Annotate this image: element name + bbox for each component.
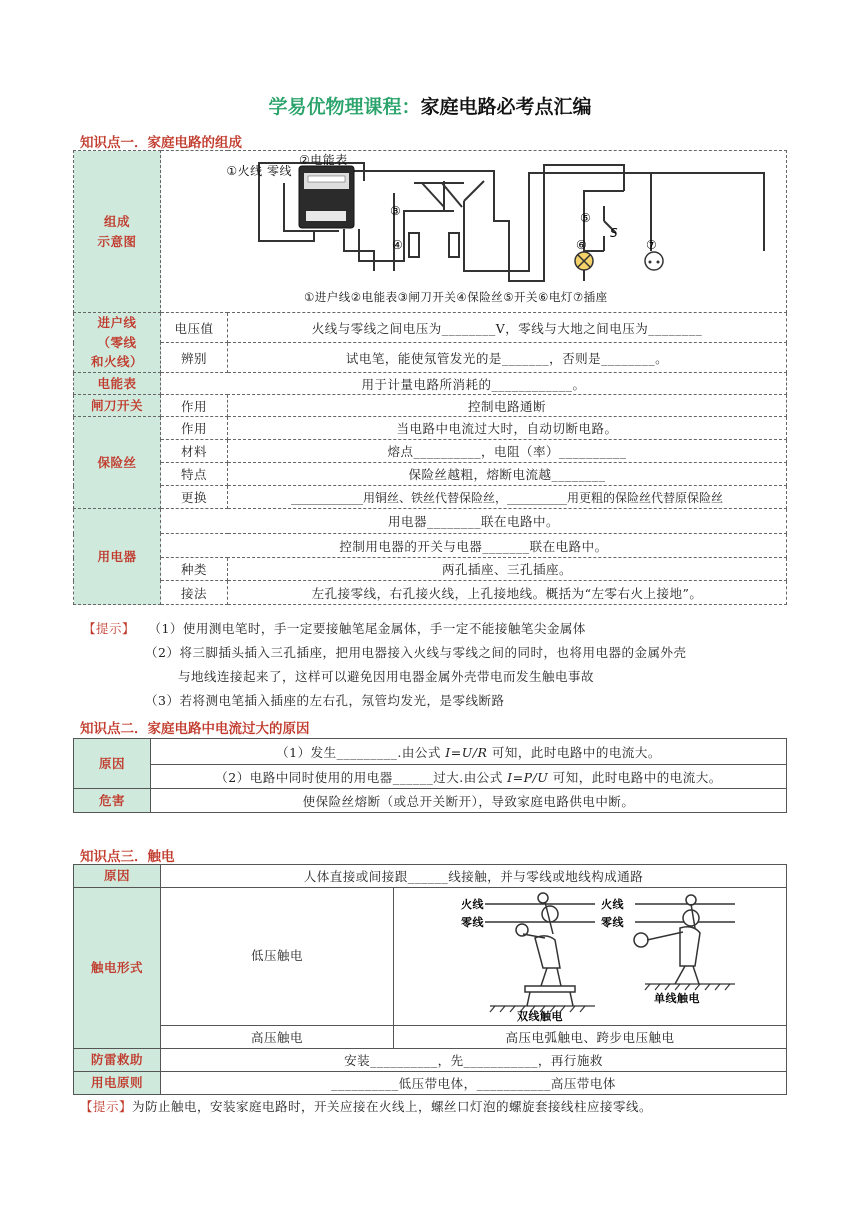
harm-text: 使保险丝熔断（或总开关断开），导致家庭电路供电中断。 [151,789,787,813]
app-r3-label: 种类 [161,558,228,581]
tip3-label: 【提示】 [80,1099,133,1114]
fig-live-left: 火线 [461,898,484,911]
tip1-text: （1）使用测电笔时，手一定要接触笔尾金属体，手一定不能接触笔尖金属体 [148,621,586,636]
label-3: ③ [389,204,401,218]
fig-live-right: 火线 [601,898,624,911]
title-brand: 学易优物理课程： [268,96,421,118]
switch-header: 闸刀开关 [74,395,161,417]
fig-single-caption: 单线触电 [654,992,700,1005]
tip1-line4: （3）若将测电笔插入插座的左右孔，氖管均发光，是零线断路 [145,693,505,708]
lamp-icon [575,252,593,279]
fuse-r2-text: 熔点__________，电阻（率）__________ [228,440,787,463]
fuse-r4-text: ____________用铜丝、铁丝代替保险丝，__________用更粗的保险丝代替原保险丝 [228,486,787,509]
overcurrent-table [73,738,787,813]
label-live-neutral: ①火线 零线 [225,164,292,178]
label-7: ⑦ [645,238,657,252]
fuse-r1-text: 当电路中电流过大时，自动切断电路。 [228,417,787,440]
app-r4-label: 接法 [161,581,228,605]
fuse-r1-label: 作用 [161,417,228,440]
incoming-line-header: 进户线 （零线 和火线） [74,313,161,373]
app-r2-text: 控制用电器的开关与电器_______联在电路中。 [161,534,787,558]
tip3-text: 为防止触电，安装家庭电路时，开关应接在火线上，螺丝口灯泡的螺旋套接线柱应接零线。 [132,1099,653,1114]
meter-text: 用于计量电路所消耗的____________。 [161,373,787,395]
tip1-label: 【提示】 [83,621,136,636]
switch-label: 作用 [161,395,228,417]
electric-shock-table [73,864,787,1095]
tip3 [80,1098,652,1116]
identify-text: 试电笔，能使氖管发光的是_______，否则是________。 [228,343,787,373]
section1-heading: 知识点一．家庭电路的组成 [80,135,242,151]
high-voltage-text: 高压电弧触电、跨步电压触电 [394,1026,787,1049]
single-line-figure [634,895,700,984]
socket-icon [645,173,663,270]
lightning-header: 防雷救助 [74,1049,161,1072]
fig-double-caption: 双线触电 [517,1010,563,1022]
diagram-caption: ①进户线②电能表③闸刀开关④保险丝⑤开关⑥电灯⑦插座 [303,290,608,304]
harm-header: 危害 [74,789,151,813]
label-5: ⑤ [579,211,591,225]
shock-cause-text: 人体直接或间接跟______线接触，并与零线或地线构成通路 [161,865,787,888]
shock-figures-cell [394,888,787,1026]
app-r3-text: 两孔插座、三孔插座。 [228,558,787,581]
double-line-figure [516,893,575,1006]
fuse-r4-label: 更换 [161,486,228,509]
shock-cause-header: 原因 [74,865,161,888]
lightning-text: 安装__________，先___________，再行施救 [161,1049,787,1072]
low-voltage-label: 低压触电 [161,888,394,1026]
cause2-text: （2）电路中同时使用的用电器______过大.由公式 I=P/U 可知，此时电路中的电流大。 [151,765,787,789]
cause-header: 原因 [74,739,151,789]
shock-figures [395,888,785,1022]
label-6: ⑥ [575,238,587,252]
principle-text: __________低压带电体，___________高压带电体 [161,1072,787,1095]
knife-switch-icon [414,183,464,207]
voltage-label: 电压值 [161,313,228,343]
tip1-line3: 与地线连接起来了，这样可以避免因用电器金属外壳带电而发生触电事故 [178,669,595,684]
fuse-r2-label: 材料 [161,440,228,463]
energy-meter-icon [299,166,354,228]
tip1-line2: （2）将三脚插头插入三孔插座，把用电器接入火线与零线之间的同时，也将用电器的金属外壳 [145,645,687,660]
ground-right [645,984,735,990]
meter-header: 电能表 [74,373,161,395]
app-r4-text: 左孔接零线，右孔接火线，上孔接地线。概括为“左零右火上接地”。 [228,581,787,605]
shock-form-header: 触电形式 [74,888,161,1049]
section2-heading: 知识点二．家庭电路中电流过大的原因 [80,721,310,737]
principle-header: 用电原则 [74,1072,161,1095]
page-title [0,92,860,119]
label-4: ④ [391,238,403,252]
fig-neutral-left: 零线 [461,916,484,929]
section3-heading: 知识点三．触电 [80,849,175,865]
fuse-icon-2 [449,233,459,257]
cause1-text: （1）发生_________.由公式 I=U/R 可知，此时电路中的电流大。 [151,739,787,765]
tip1-line1 [83,620,586,638]
switch-text: 控制电路通断 [228,395,787,417]
composition-table [73,150,787,605]
fig-neutral-right: 零线 [601,916,624,929]
identify-label: 辨别 [161,343,228,373]
circuit-diagram [164,151,784,309]
title-main: 家庭电路必考点汇编 [420,96,592,118]
voltage-text: 火线与零线之间电压为________V，零线与大地之间电压为________ [228,313,787,343]
fuse-r3-text: 保险丝越粗，熔断电流越________ [228,463,787,486]
label-s: S [609,226,618,240]
circuit-diagram-cell [161,151,787,313]
appliance-header: 用电器 [74,509,161,605]
fuse-r3-label: 特点 [161,463,228,486]
fuse-icon-1 [409,233,419,257]
fuse-header: 保险丝 [74,417,161,509]
app-r1-text: 用电器________联在电路中。 [161,509,787,534]
diagram-header: 组成 示意图 [74,151,161,313]
high-voltage-label: 高压触电 [161,1026,394,1049]
label-meter: ②电能表 [298,153,348,167]
